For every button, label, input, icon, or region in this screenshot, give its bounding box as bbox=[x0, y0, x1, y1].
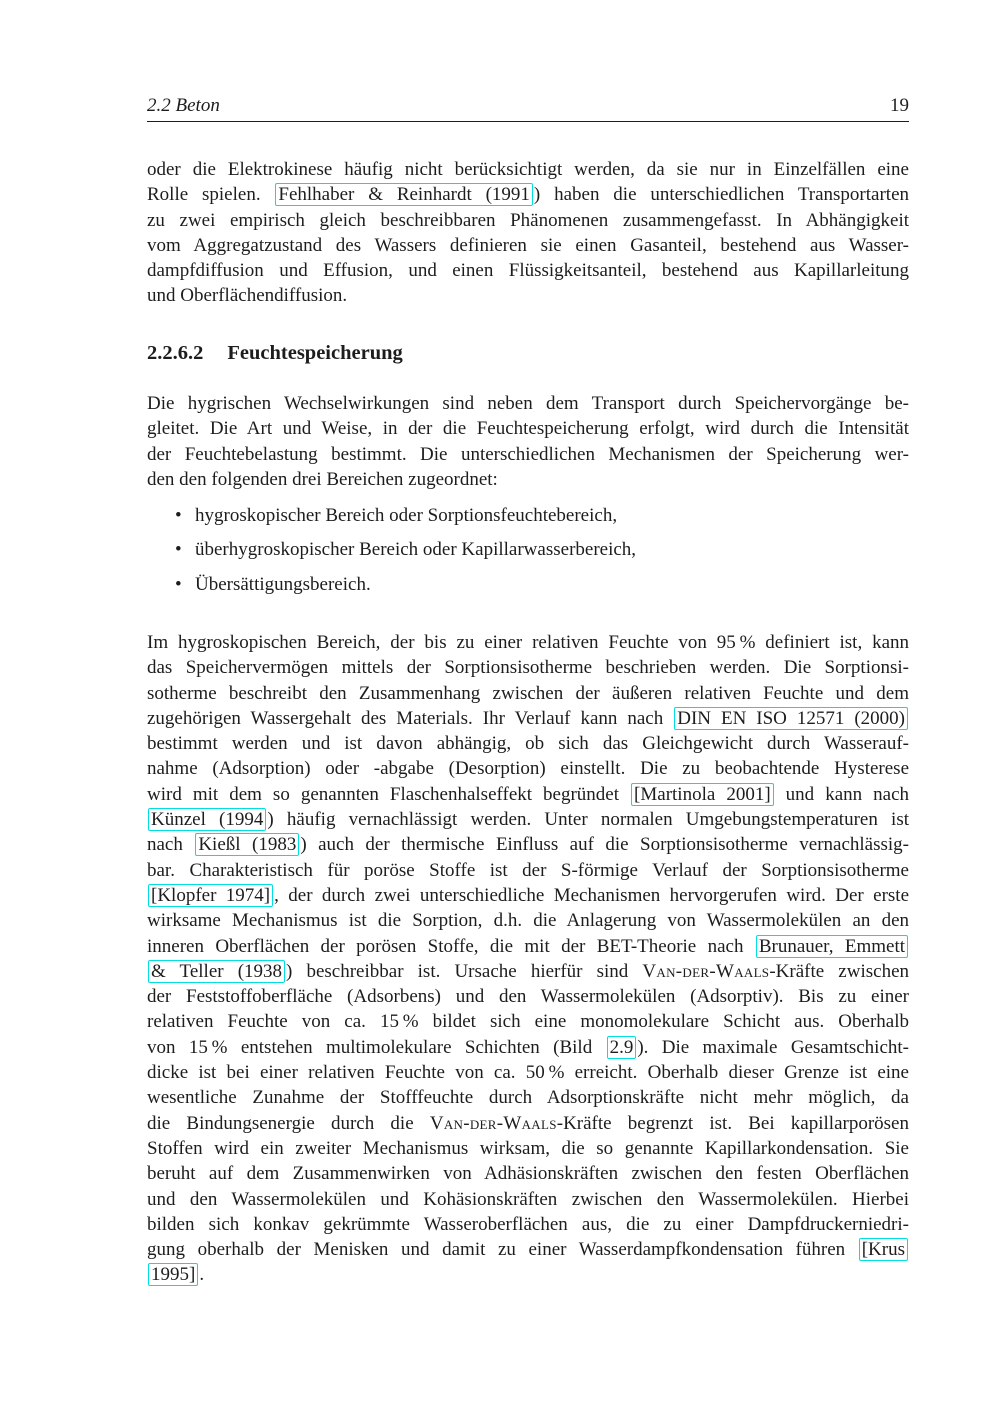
text-line bbox=[147, 883, 909, 908]
text-run: ) auch der thermische Einfluss auf die Sorptionsisotherme vernachlässig- bbox=[300, 834, 909, 856]
text-line bbox=[147, 934, 909, 959]
citation-link[interactable]: 1995] bbox=[148, 1263, 198, 1286]
text-run: zu zwei empirisch gleich beschreibbaren Phänomenen zusammengefasst. In Abhängigkeit bbox=[147, 209, 909, 231]
text-line bbox=[147, 208, 909, 233]
text-run: wesentliche Zunahme der Stofffeuchte durch Adsorptionskräfte nicht mehr möglich, da bbox=[147, 1087, 909, 1109]
text-line bbox=[147, 233, 909, 258]
text-line bbox=[147, 984, 909, 1009]
text-line bbox=[147, 1212, 909, 1237]
text-run: und den Wassermolekülen und Kohäsionskräften zwischen den Wassermolekülen. Hierbei bbox=[147, 1188, 909, 1210]
bullet-icon: • bbox=[175, 539, 182, 561]
header-rule bbox=[147, 121, 909, 122]
text-run: sotherme beschreibt den Zusammenhang zwischen der äußeren relativen Feuchte und dem bbox=[147, 682, 909, 704]
text-line bbox=[147, 1262, 909, 1287]
text-run: . bbox=[199, 1264, 205, 1286]
citation-link[interactable]: [Martinola 2001] bbox=[631, 783, 774, 806]
text-run: Rolle spielen. bbox=[147, 184, 275, 206]
text-run: -Kräfte begrenzt ist. Bei kapillarporösen bbox=[556, 1112, 909, 1134]
text-line bbox=[147, 630, 909, 655]
text-run: zugehörigen Wassergehalt des Materials. Ihr Verlauf kann nach bbox=[147, 707, 674, 729]
text-run: Die hygrischen Wechselwirkungen sind neben dem Transport durch Speichervorgänge be- bbox=[147, 393, 909, 414]
list-item-label: Übersättigungsbereich. bbox=[195, 573, 371, 595]
text-run: vom Aggregatzustand des Wassers definieren sie einen Gasanteil, bestehend aus Wasser- bbox=[147, 234, 909, 256]
text-run: die Bindungsenergie durch die bbox=[147, 1112, 430, 1134]
citation-link[interactable]: Kießl (1983 bbox=[195, 833, 299, 856]
text-line bbox=[147, 807, 909, 832]
section-heading bbox=[147, 342, 909, 365]
bullet-list bbox=[147, 503, 909, 606]
section-number: 2.2.6.2 bbox=[147, 342, 204, 364]
list-item bbox=[147, 537, 909, 562]
list-item bbox=[147, 503, 909, 528]
text-run: ). Die maximale Gesamtschicht- bbox=[637, 1036, 909, 1058]
text-line bbox=[147, 731, 909, 756]
text-run: dicke ist bei einer relativen Feuchte von ca. 50 % erreicht. Oberhalb dieser Grenze ist eine bbox=[147, 1062, 909, 1084]
running-section-title: 2.2 Beton bbox=[147, 95, 220, 116]
text-run: und Oberflächendiffusion. bbox=[147, 285, 348, 307]
text-line bbox=[147, 1161, 909, 1186]
citation-link[interactable]: [Klopfer 1974] bbox=[148, 884, 273, 907]
paragraph-2 bbox=[147, 391, 909, 492]
text-line bbox=[147, 1111, 909, 1136]
text-run: von 15 % entstehen multimolekulare Schichten (Bild bbox=[147, 1036, 606, 1058]
text-line bbox=[147, 1237, 909, 1262]
text-line bbox=[147, 157, 909, 182]
text-line bbox=[147, 258, 909, 283]
text-line bbox=[147, 1085, 909, 1110]
citation-link[interactable]: Künzel (1994 bbox=[148, 808, 266, 831]
list-item bbox=[147, 572, 909, 597]
text-line bbox=[147, 756, 909, 781]
text-line bbox=[147, 858, 909, 883]
text-run: beruht auf dem Zusammenwirken von Adhäsionskräften zwischen den festen Oberflächen bbox=[147, 1163, 909, 1185]
text-run: ) beschreibbar ist. Ursache hierfür sind bbox=[286, 960, 643, 982]
text-run: -Kräfte zwischen bbox=[769, 960, 909, 982]
citation-link[interactable]: DIN EN ISO 12571 (2000) bbox=[674, 707, 908, 730]
citation-link[interactable]: & Teller (1938 bbox=[148, 960, 285, 983]
bullet-icon: • bbox=[175, 573, 182, 595]
text-line bbox=[147, 832, 909, 857]
list-item-label: überhygroskopischer Bereich oder Kapillarwasserbereich, bbox=[195, 539, 637, 561]
paragraph-1 bbox=[147, 157, 909, 309]
text-line bbox=[147, 959, 909, 984]
text-line bbox=[147, 467, 909, 492]
text-line bbox=[147, 681, 909, 706]
text-line bbox=[147, 182, 909, 207]
text-line bbox=[147, 416, 909, 441]
text-run: bilden sich konkav gekrümmte Wasseroberflächen aus, die zu einer Dampfdruckerniedri- bbox=[147, 1213, 909, 1235]
citation-link[interactable]: Fehlhaber & Reinhardt (1991 bbox=[275, 183, 533, 206]
text-run: , der durch zwei unterschiedliche Mechanismen hervorgerufen wird. Der erste bbox=[274, 884, 910, 906]
bullet-icon: • bbox=[175, 505, 182, 526]
text-run: der Feuchtebelastung bestimmt. Die unterschiedlichen Mechanismen der Speicherung wer- bbox=[147, 443, 909, 465]
citation-link[interactable]: Brunauer, Emmett bbox=[756, 935, 908, 958]
text-line bbox=[147, 655, 909, 680]
text-line bbox=[147, 908, 909, 933]
text-run: den den folgenden drei Bereichen zugeordnet: bbox=[147, 468, 498, 490]
smallcaps-text: Van-der-Waals bbox=[642, 960, 770, 982]
text-run: nahme (Adsorption) oder -abgabe (Desorption) einstellt. Die zu beobachtende Hysterese bbox=[147, 758, 909, 780]
text-run: wirksame Mechanismus ist die Sorption, d.h. die Anlagerung von Wassermolekülen an den bbox=[147, 910, 909, 932]
running-head bbox=[147, 95, 909, 117]
text-line bbox=[147, 1035, 909, 1060]
paragraph-3 bbox=[147, 630, 909, 1288]
text-run: gleitet. Die Art und Weise, in der die Feuchtespeicherung erfolgt, wird durch die Intensität bbox=[147, 418, 909, 440]
page-number: 19 bbox=[890, 95, 909, 116]
section-title: Feuchtespeicherung bbox=[227, 342, 403, 364]
text-run: nach bbox=[147, 834, 195, 856]
text-run: ) haben die unterschiedlichen Transportarten bbox=[533, 184, 909, 206]
text-run: bestimmt werden und ist davon abhängig, ob sich das Gleichgewicht durch Wasserauf- bbox=[147, 733, 909, 755]
list-item-label: hygroskopischer Bereich oder Sorptionsfeuchtebereich, bbox=[195, 505, 618, 526]
text-line bbox=[147, 1187, 909, 1212]
text-line bbox=[147, 782, 909, 807]
text-line bbox=[147, 1060, 909, 1085]
text-line bbox=[147, 706, 909, 731]
citation-link[interactable]: 2.9 bbox=[607, 1036, 637, 1059]
text-line bbox=[147, 283, 909, 308]
text-line bbox=[147, 391, 909, 416]
text-run: wird mit dem so genannten Flaschenhalseffekt begründet bbox=[147, 783, 631, 805]
text-run: ) häufig vernachlässigt werden. Unter normalen Umgebungstemperaturen ist bbox=[267, 809, 909, 831]
text-run: Stoffen wird ein zweiter Mechanismus wirksam, die so genannte Kapillarkondensation. Sie bbox=[147, 1137, 909, 1159]
text-run: oder die Elektrokinese häufig nicht berücksichtigt werden, da sie nur in Einzelfällen eine bbox=[147, 159, 909, 180]
text-line bbox=[147, 1136, 909, 1161]
text-run: inneren Oberflächen der porösen Stoffe, die mit der BET-Theorie nach bbox=[147, 935, 755, 957]
smallcaps-text: Van-der-Waals bbox=[429, 1112, 557, 1134]
text-run: der Feststoffoberfläche (Adsorbens) und den Wassermolekülen (Adsorptiv). Bis zu einer bbox=[147, 986, 909, 1008]
text-run: relativen Feuchte von ca. 15 % bildet sich eine monomolekulare Schicht aus. Oberhalb bbox=[147, 1011, 909, 1033]
text-run: bar. Charakteristisch für poröse Stoffe ist der S-förmige Verlauf der Sorptionsisotherme bbox=[147, 859, 909, 881]
text-run: und kann nach bbox=[774, 783, 910, 805]
text-run: das Speichervermögen mittels der Sorptionsisotherme beschrieben werden. Die Sorptionsi- bbox=[147, 657, 909, 679]
text-run: Im hygroskopischen Bereich, der bis zu einer relativen Feuchte von 95 % definiert ist, kann bbox=[147, 632, 909, 653]
citation-link[interactable]: [Krus bbox=[859, 1238, 908, 1261]
text-run: dampfdiffusion und Effusion, und einen Flüssigkeitsanteil, bestehend aus Kapillarleitung bbox=[147, 260, 909, 282]
text-run: gung oberhalb der Menisken und damit zu einer Wasserdampfkondensation führen bbox=[147, 1239, 858, 1261]
text-line bbox=[147, 442, 909, 467]
text-line bbox=[147, 1009, 909, 1034]
